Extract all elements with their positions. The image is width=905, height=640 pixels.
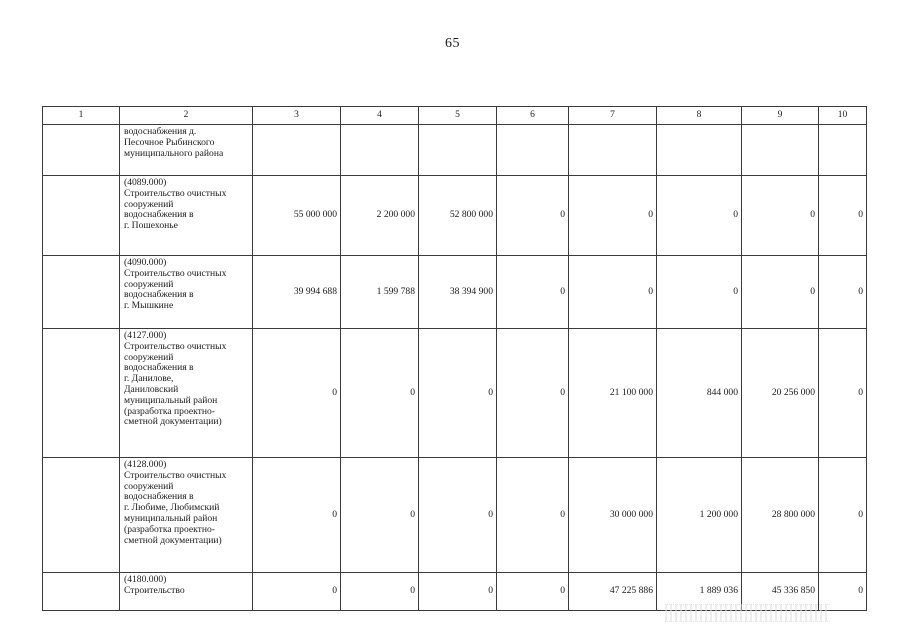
- header-row: [43, 107, 867, 125]
- value-cell-col5: 52 800 000: [419, 176, 497, 256]
- value-cell-col10: 0: [819, 329, 867, 458]
- column-number-5: 5: [419, 107, 497, 125]
- value-cell-col7: 0: [569, 176, 657, 256]
- value-cell-col5: 0: [419, 573, 497, 611]
- value-cell-col10: 0: [819, 458, 867, 573]
- table-row: [43, 125, 867, 176]
- object-description-cell: (4128.000) Строительство очистных сооружений водоснабжения в г. Любиме, Любимский муниципальный район (разработка проектно- сметной документации): [120, 458, 253, 573]
- column-number-9: 9: [742, 107, 819, 125]
- column-number-2: 2: [120, 107, 253, 125]
- column-number-1: 1: [43, 107, 120, 125]
- value-cell-col9: 20 256 000: [742, 329, 819, 458]
- value-cell-col5: 38 394 900: [419, 256, 497, 329]
- page-number: 65: [445, 36, 460, 51]
- table-row: [43, 176, 867, 256]
- object-description-cell: водоснабжения д. Песочное Рыбинского муниципального района: [120, 125, 253, 176]
- value-cell-col8: [657, 125, 742, 176]
- value-cell-col6: 0: [497, 256, 569, 329]
- value-cell-col3: 0: [253, 458, 341, 573]
- value-cell-col10: [819, 125, 867, 176]
- value-cell-col9: 28 800 000: [742, 458, 819, 573]
- value-cell-col4: 0: [341, 458, 419, 573]
- object-description-cell: (4127.000) Строительство очистных сооружений водоснабжения в г. Данилове, Даниловский муниципальный район (разработка проектно- сметной документации): [120, 329, 253, 458]
- column-number-6: 6: [497, 107, 569, 125]
- table-row: [43, 458, 867, 573]
- object-description-cell: (4180.000) Строительство: [120, 573, 253, 611]
- table-row: [43, 329, 867, 458]
- value-cell-col6: 0: [497, 329, 569, 458]
- value-cell-col7: 30 000 000: [569, 458, 657, 573]
- value-cell-col3: 39 994 688: [253, 256, 341, 329]
- object-description-cell: (4089.000) Строительство очистных сооружений водоснабжения в г. Пошехонье: [120, 176, 253, 256]
- column-number-4: 4: [341, 107, 419, 125]
- table-row: [43, 256, 867, 329]
- column-number-8: 8: [657, 107, 742, 125]
- value-cell-col3: 0: [253, 573, 341, 611]
- value-cell-col8: 1 889 036: [657, 573, 742, 611]
- value-cell-col7: 47 225 886: [569, 573, 657, 611]
- value-cell-col4: 1 599 788: [341, 256, 419, 329]
- value-cell-col5: [419, 125, 497, 176]
- column-number-3: 3: [253, 107, 341, 125]
- value-cell-col4: 0: [341, 573, 419, 611]
- value-cell-col8: 0: [657, 256, 742, 329]
- value-cell-col4: 2 200 000: [341, 176, 419, 256]
- budget-table: [42, 106, 867, 611]
- value-cell-col6: [497, 125, 569, 176]
- value-cell-col3: 0: [253, 329, 341, 458]
- value-cell-col5: 0: [419, 458, 497, 573]
- value-cell-col10: 0: [819, 573, 867, 611]
- row-index-cell: [43, 458, 120, 573]
- row-index-cell: [43, 176, 120, 256]
- value-cell-col7: 21 100 000: [569, 329, 657, 458]
- value-cell-col7: 0: [569, 256, 657, 329]
- value-cell-col9: [742, 125, 819, 176]
- value-cell-col4: [341, 125, 419, 176]
- value-cell-col7: [569, 125, 657, 176]
- row-index-cell: [43, 329, 120, 458]
- value-cell-col9: 45 336 850: [742, 573, 819, 611]
- value-cell-col8: 1 200 000: [657, 458, 742, 573]
- value-cell-col8: 844 000: [657, 329, 742, 458]
- value-cell-col6: 0: [497, 458, 569, 573]
- value-cell-col9: 0: [742, 256, 819, 329]
- value-cell-col3: 55 000 000: [253, 176, 341, 256]
- row-index-cell: [43, 125, 120, 176]
- row-index-cell: [43, 573, 120, 611]
- value-cell-col5: 0: [419, 329, 497, 458]
- value-cell-col10: 0: [819, 256, 867, 329]
- value-cell-col8: 0: [657, 176, 742, 256]
- faint-stamp-mark: [665, 604, 830, 622]
- value-cell-col3: [253, 125, 341, 176]
- object-description-cell: (4090.000) Строительство очистных сооружений водоснабжения в г. Мышкине: [120, 256, 253, 329]
- value-cell-col9: 0: [742, 176, 819, 256]
- column-number-7: 7: [569, 107, 657, 125]
- row-index-cell: [43, 256, 120, 329]
- value-cell-col6: 0: [497, 573, 569, 611]
- value-cell-col4: 0: [341, 329, 419, 458]
- value-cell-col10: 0: [819, 176, 867, 256]
- value-cell-col6: 0: [497, 176, 569, 256]
- column-number-10: 10: [819, 107, 867, 125]
